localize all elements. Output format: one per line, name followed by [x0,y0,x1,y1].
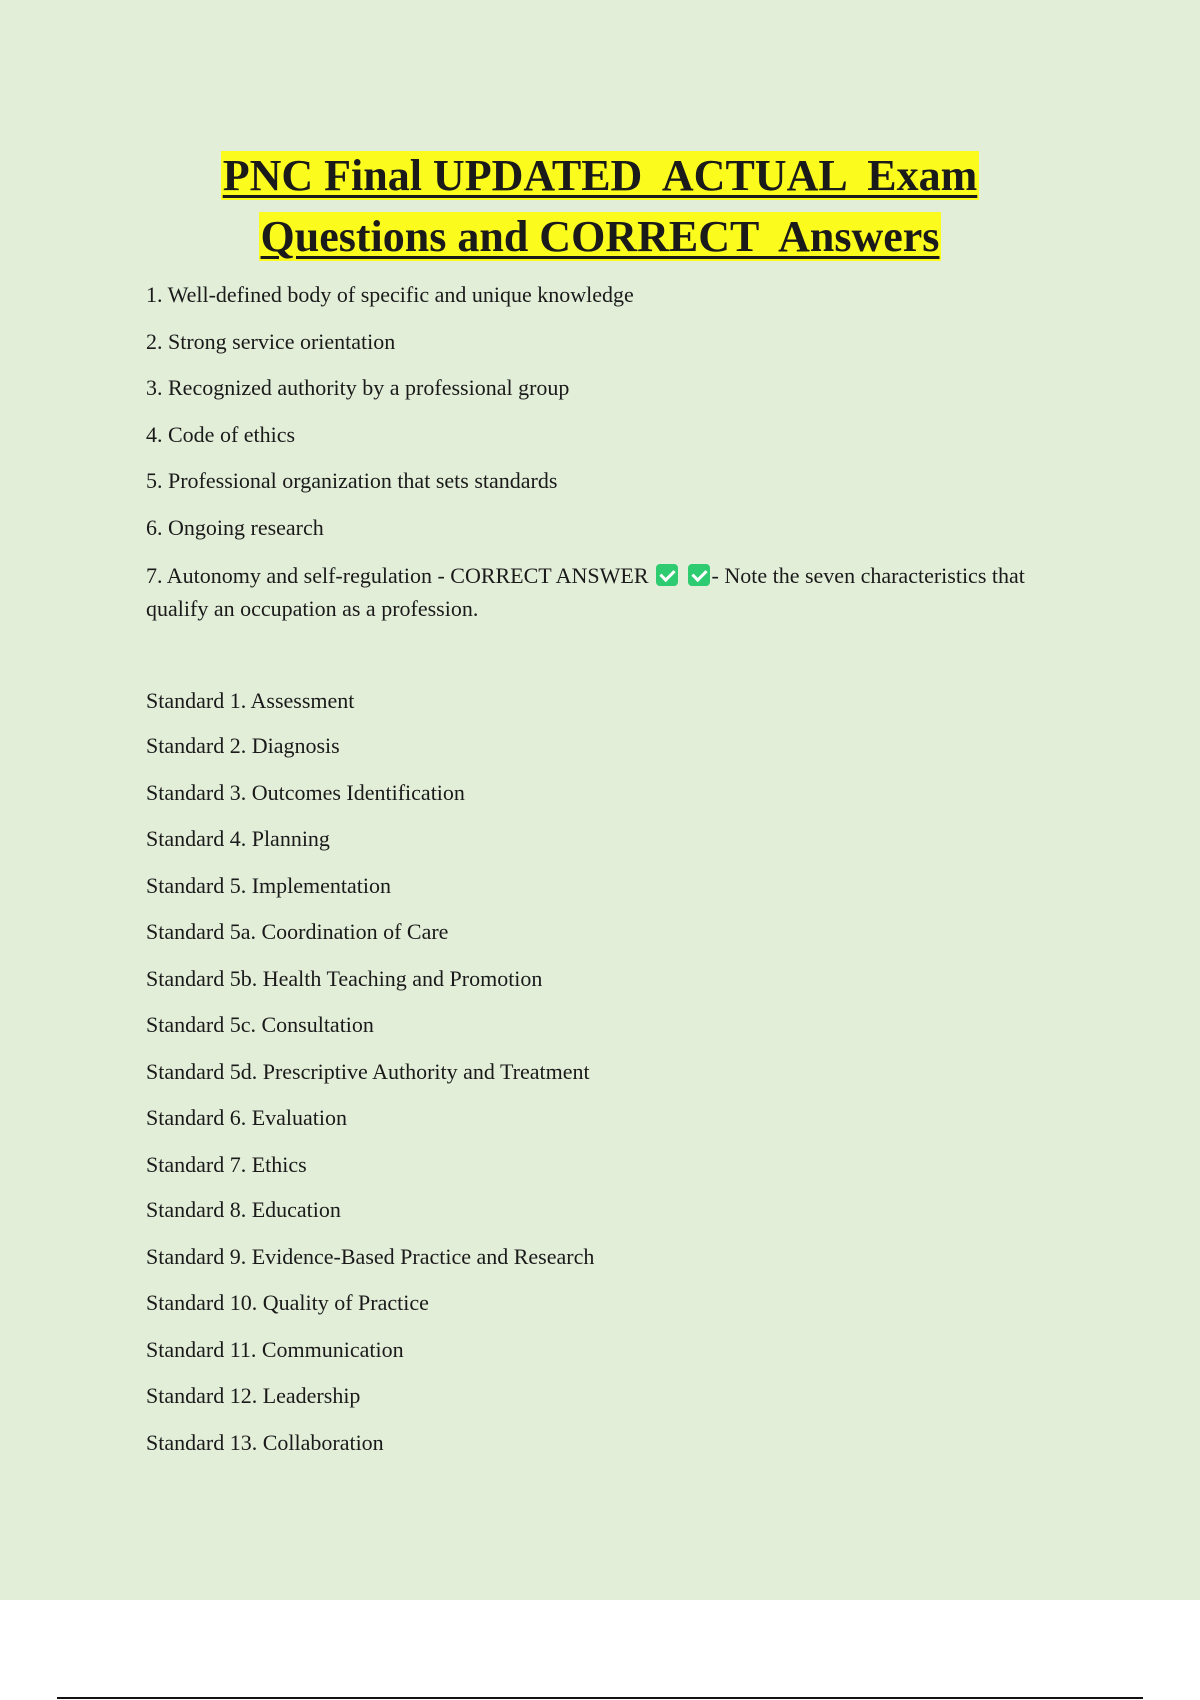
title-line-2: Questions and CORRECT Answers [260,212,940,261]
list-item: Standard 1. Assessment [146,688,355,713]
answer-suffix: - Note the seven characteristics that qualify an occupation as a profession. [146,563,1025,621]
list-item: Standard 5a. Coordination of Care [146,919,449,944]
list-item: Standard 5d. Prescriptive Authority and Treatment [146,1059,590,1084]
answer-prefix: 7. Autonomy and self-regulation - CORRECT ANSWER [146,563,649,588]
list-item: 2. Strong service orientation [146,329,396,354]
list-item: Standard 5b. Health Teaching and Promotion [146,966,543,991]
list-item: Standard 11. Communication [146,1337,404,1362]
list-item: 3. Recognized authority by a professional group [146,375,570,400]
list-item: 1. Well-defined body of specific and unique knowledge [146,282,634,307]
list-item: Standard 4. Planning [146,826,330,851]
answer-item [146,559,1086,625]
list-item: Standard 2. Diagnosis [146,733,340,758]
list-item: Standard 7. Ethics [146,1152,307,1177]
list-item: 5. Professional organization that sets standards [146,468,558,493]
list-item: Standard 3. Outcomes Identification [146,780,465,805]
list-item: Standard 5. Implementation [146,873,391,898]
list-item: Standard 8. Education [146,1197,341,1222]
list-item: 4. Code of ethics [146,422,296,447]
list-item: Standard 13. Collaboration [146,1430,384,1455]
list-item: 6. Ongoing research [146,515,324,540]
title-line-1: PNC Final UPDATED ACTUAL Exam [222,151,978,200]
document-title [0,145,1200,267]
list-item: Standard 10. Quality of Practice [146,1290,429,1315]
list-item: Standard 9. Evidence-Based Practice and Research [146,1244,595,1269]
check-square-icon [688,564,710,586]
footer-divider [57,1697,1143,1699]
list-item: Standard 12. Leadership [146,1383,361,1408]
list-item: Standard 6. Evaluation [146,1105,348,1130]
list-item: Standard 5c. Consultation [146,1012,374,1037]
check-square-icon [656,564,678,586]
